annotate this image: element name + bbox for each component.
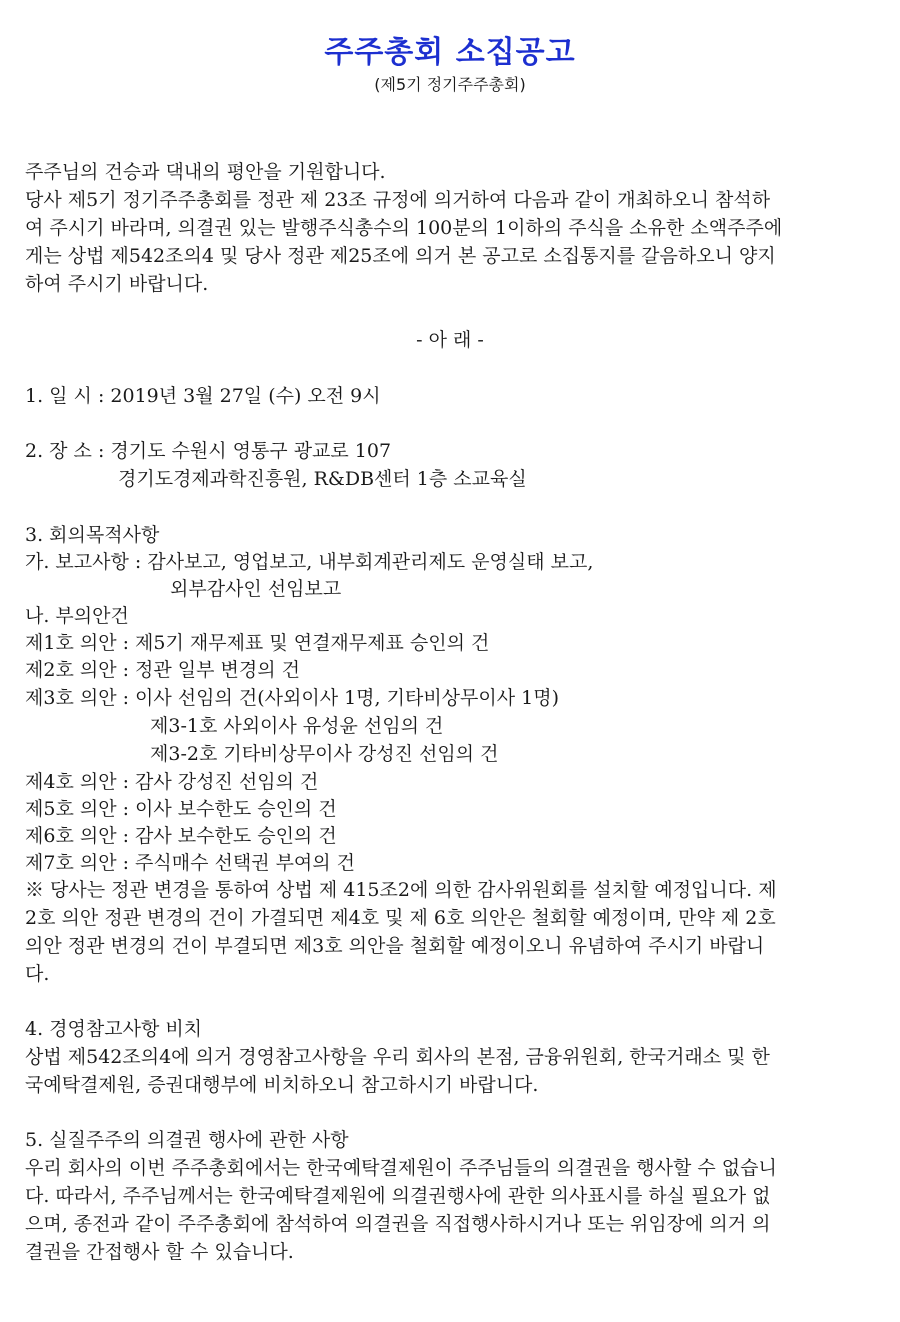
notice-heading: - 아 래 - xyxy=(416,329,484,351)
sub-agenda-item: 제3-2호 기타비상무이사 강성진 선임의 건 xyxy=(150,743,499,765)
agenda-note: 의안 정관 변경의 건이 부결되면 제3호 의안을 철회할 예정이오니 유념하여 주시기 바랍니 xyxy=(25,935,765,957)
agenda-item: 제7호 의안 : 주식매수 선택권 부여의 건 xyxy=(25,852,356,874)
voting-body: 다. 따라서, 주주님께서는 한국예탁결제원에 의결권행사에 관한 의사표시를 하실 필요가 없 xyxy=(25,1185,771,1207)
voting-body: 결권을 간접행사 할 수 있습니다. xyxy=(25,1241,294,1263)
reference-body: 상법 제542조의4에 의거 경영참고사항을 우리 회사의 본점, 금융위원회, 한국거래소 및 한 xyxy=(25,1046,770,1068)
agenda-heading: 3. 회의목적사항 xyxy=(25,524,160,546)
resolution-heading: 나. 부의안건 xyxy=(25,605,129,627)
reference-body: 국예탁결제원, 증권대행부에 비치하오니 참고하시기 바랍니다. xyxy=(25,1074,539,1096)
agenda-item: 제2호 의안 : 정관 일부 변경의 건 xyxy=(25,659,300,681)
report-items: 가. 보고사항 : 감사보고, 영업보고, 내부회계관리제도 운영실태 보고, xyxy=(25,551,594,573)
page-subtitle: (제5기 정기주주총회) xyxy=(374,75,526,94)
agenda-note: 다. xyxy=(25,963,50,985)
reference-heading: 4. 경영참고사항 비치 xyxy=(25,1018,203,1040)
voting-heading: 5. 실질주주의 의결권 행사에 관한 사항 xyxy=(25,1129,349,1151)
greeting-line: 당사 제5기 정기주주총회를 정관 제 23조 규정에 의거하여 다음과 같이 개최하오니 참석하 xyxy=(25,189,771,211)
report-items-cont: 외부감사인 선임보고 xyxy=(170,578,342,600)
agenda-item: 제6호 의안 : 감사 보수한도 승인의 건 xyxy=(25,825,337,847)
meeting-location: 2. 장 소 : 경기도 수원시 영통구 광교로 107 xyxy=(25,440,392,462)
agenda-note: ※ 당사는 정관 변경을 통하여 상법 제 415조2에 의한 감사위원회를 설치할 예정입니다. 제 xyxy=(25,879,777,901)
greeting-line: 하여 주시기 바랍니다. xyxy=(25,273,209,295)
voting-body: 우리 회사의 이번 주주총회에서는 한국예탁결제원이 주주님들의 의결권을 행사할 수 없습니 xyxy=(25,1157,777,1179)
greeting-line: 주주님의 건승과 댁내의 평안을 기원합니다. xyxy=(25,161,386,183)
agenda-item: 제1호 의안 : 제5기 재무제표 및 연결재무제표 승인의 건 xyxy=(25,632,490,654)
agenda-item: 제4호 의안 : 감사 강성진 선임의 건 xyxy=(25,771,319,793)
greeting-line: 여 주시기 바라며, 의결권 있는 발행주식총수의 100분의 1이하의 주식을 소유한 소액주주에 xyxy=(25,217,783,239)
sub-agenda-item: 제3-1호 사외이사 유성윤 선임의 건 xyxy=(150,715,444,737)
voting-body: 으며, 종전과 같이 주주총회에 참석하여 의결권을 직접행사하시거나 또는 위임장에 의거 의 xyxy=(25,1213,771,1235)
agenda-item: 제5호 의안 : 이사 보수한도 승인의 건 xyxy=(25,798,337,820)
page-title: 주주총회 소집공고 xyxy=(324,35,576,70)
meeting-location-detail: 경기도경제과학진흥원, R&DB센터 1층 소교육실 xyxy=(118,468,527,490)
agenda-note: 2호 의안 정관 변경의 건이 가결되면 제4호 및 제 6호 의안은 철회할 예정이며, 만약 제 2호 xyxy=(25,907,776,929)
greeting-line: 게는 상법 제542조의4 및 당사 정관 제25조에 의거 본 공고로 소집통지를 갈음하오니 양지 xyxy=(25,245,776,267)
meeting-datetime: 1. 일 시 : 2019년 3월 27일 (수) 오전 9시 xyxy=(25,385,381,407)
agenda-item: 제3호 의안 : 이사 선임의 건(사외이사 1명, 기타비상무이사 1명) xyxy=(25,687,559,709)
